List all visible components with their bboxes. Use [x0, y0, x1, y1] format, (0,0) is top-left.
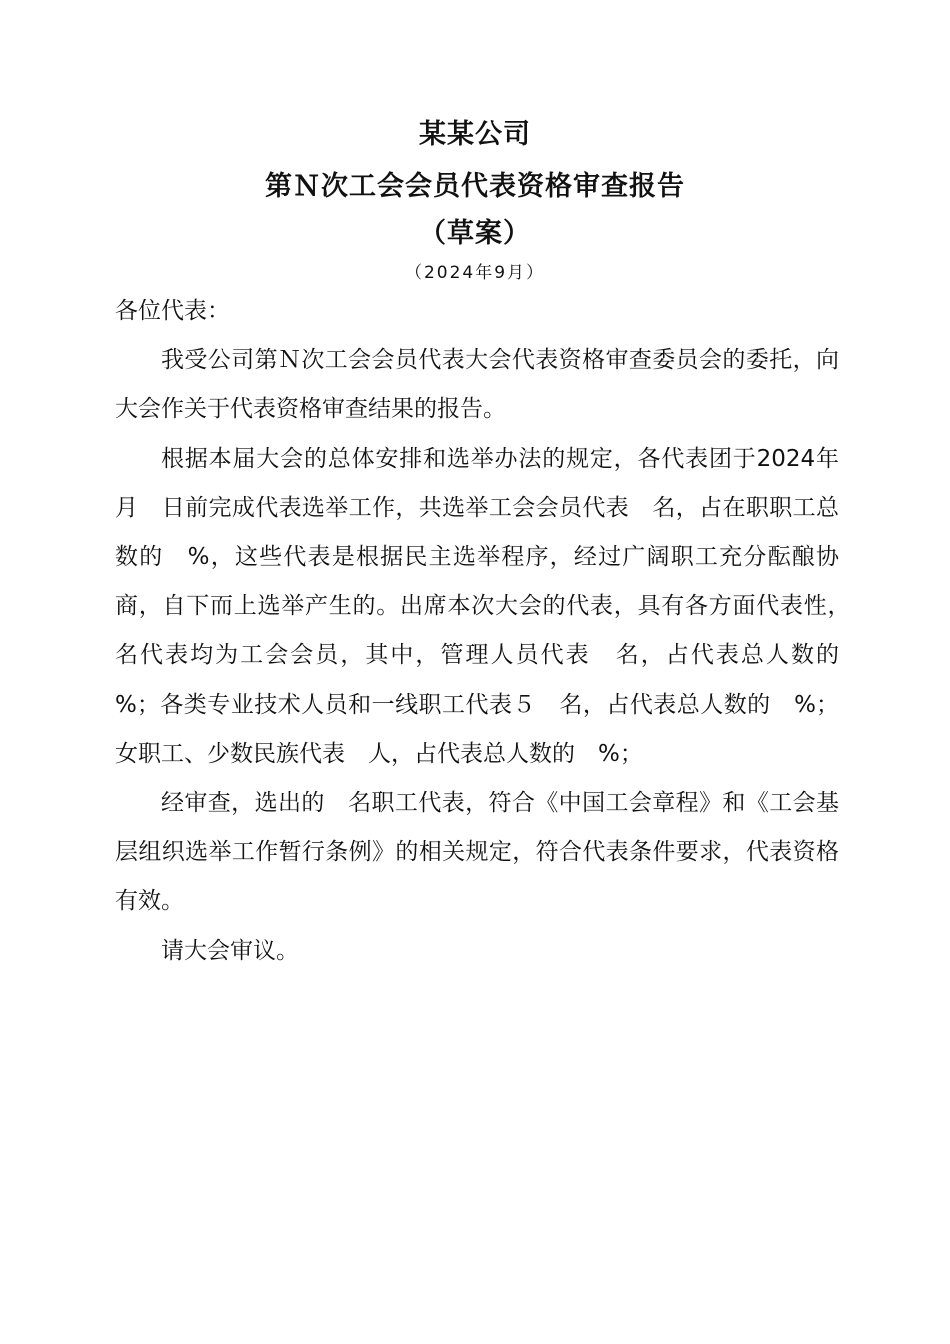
paragraph-entrustment: 我受公司第Ｎ次工会会员代表大会代表资格审查委员会的委托，向大会作关于代表资格审查结果的报告。: [115, 347, 839, 423]
title-report: 第Ｎ次工会会员代表资格审查报告: [265, 171, 685, 202]
paragraph-election-details: 根据本届大会的总体安排和选举办法的规定，各代表团于2024年 月 日前完成代表选举工作，共选举工会会员代表 名，占在职职工总数的 %，这些代表是根据民主选举程序，经过广阔职工充分酝酿协商，自下而上选举产生的。出席本次大会的代表，具有各方面代表性， 名代表均为工会会员，其中，管理人员代表 名，占代表总人数的 %；各类专业技术人员和一线职工代表５ 名，占代表总人数的 %；女职工、少数民族代表 人，占代表总人数的 %；: [115, 445, 862, 767]
paragraph-review-result: 经审查，选出的 名职工代表，符合《中国工会章程》和《工会基层组织选举工作暂行条例》的相关规定，符合代表条件要求，代表资格有效。: [115, 790, 839, 915]
paragraph-request: 请大会审议。: [161, 937, 299, 964]
greeting: 各位代表：: [115, 298, 230, 324]
title-draft: （草案）: [419, 218, 531, 249]
title-company: 某某公司: [419, 119, 531, 150]
report-date: （2024年9月）: [404, 263, 546, 283]
report-body: [115, 287, 862, 976]
